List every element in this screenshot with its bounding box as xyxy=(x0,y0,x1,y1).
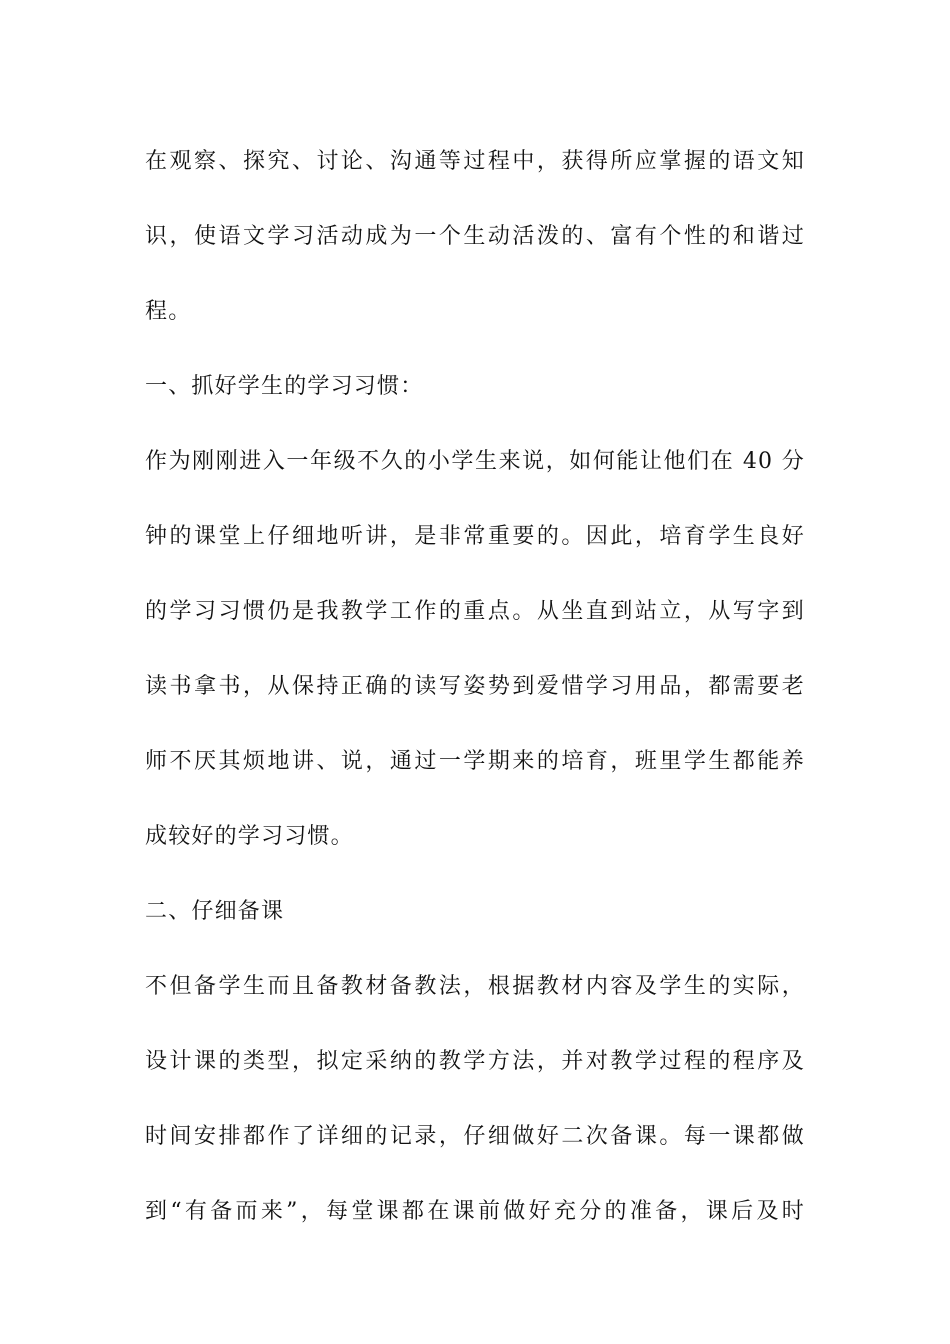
paragraph-line: 师不厌其烦地讲、说，通过一学期来的培育，班里学生都能养 xyxy=(145,749,805,774)
paragraph-line: 钟的课堂上仔细地听讲，是非常重要的。因此，培育学生良好 xyxy=(145,524,805,549)
paragraph-line: 设计课的类型，拟定采纳的教学方法，并对教学过程的程序及 xyxy=(145,1049,805,1074)
section-heading: 二、仔细备课 xyxy=(145,899,285,924)
paragraph-line: 识，使语文学习活动成为一个生动活泼的、富有个性的和谐过 xyxy=(145,224,805,249)
paragraph-line: 不但备学生而且备教材备教法，根据教材内容及学生的实际， xyxy=(145,974,805,999)
paragraph-line: 程。 xyxy=(145,299,192,324)
paragraph-line: 时间安排都作了详细的记录，仔细做好二次备课。每一课都做 xyxy=(145,1124,805,1149)
paragraph-line: 到“有备而来”，每堂课都在课前做好充分的准备，课后及时 xyxy=(145,1199,805,1224)
document-body xyxy=(145,124,805,1249)
paragraph-line: 在观察、探究、讨论、沟通等过程中，获得所应掌握的语文知 xyxy=(145,149,805,174)
section-heading: 一、抓好学生的学习习惯： xyxy=(145,374,424,399)
paragraph-line: 成较好的学习习惯。 xyxy=(145,824,354,849)
paragraph-line: 的学习习惯仍是我教学工作的重点。从坐直到站立，从写字到 xyxy=(145,599,805,624)
paragraph-line: 作为刚刚进入一年级不久的小学生来说，如何能让他们在 40 分 xyxy=(145,449,805,474)
paragraph-line: 读书拿书，从保持正确的读写姿势到爱惜学习用品，都需要老 xyxy=(145,674,805,699)
